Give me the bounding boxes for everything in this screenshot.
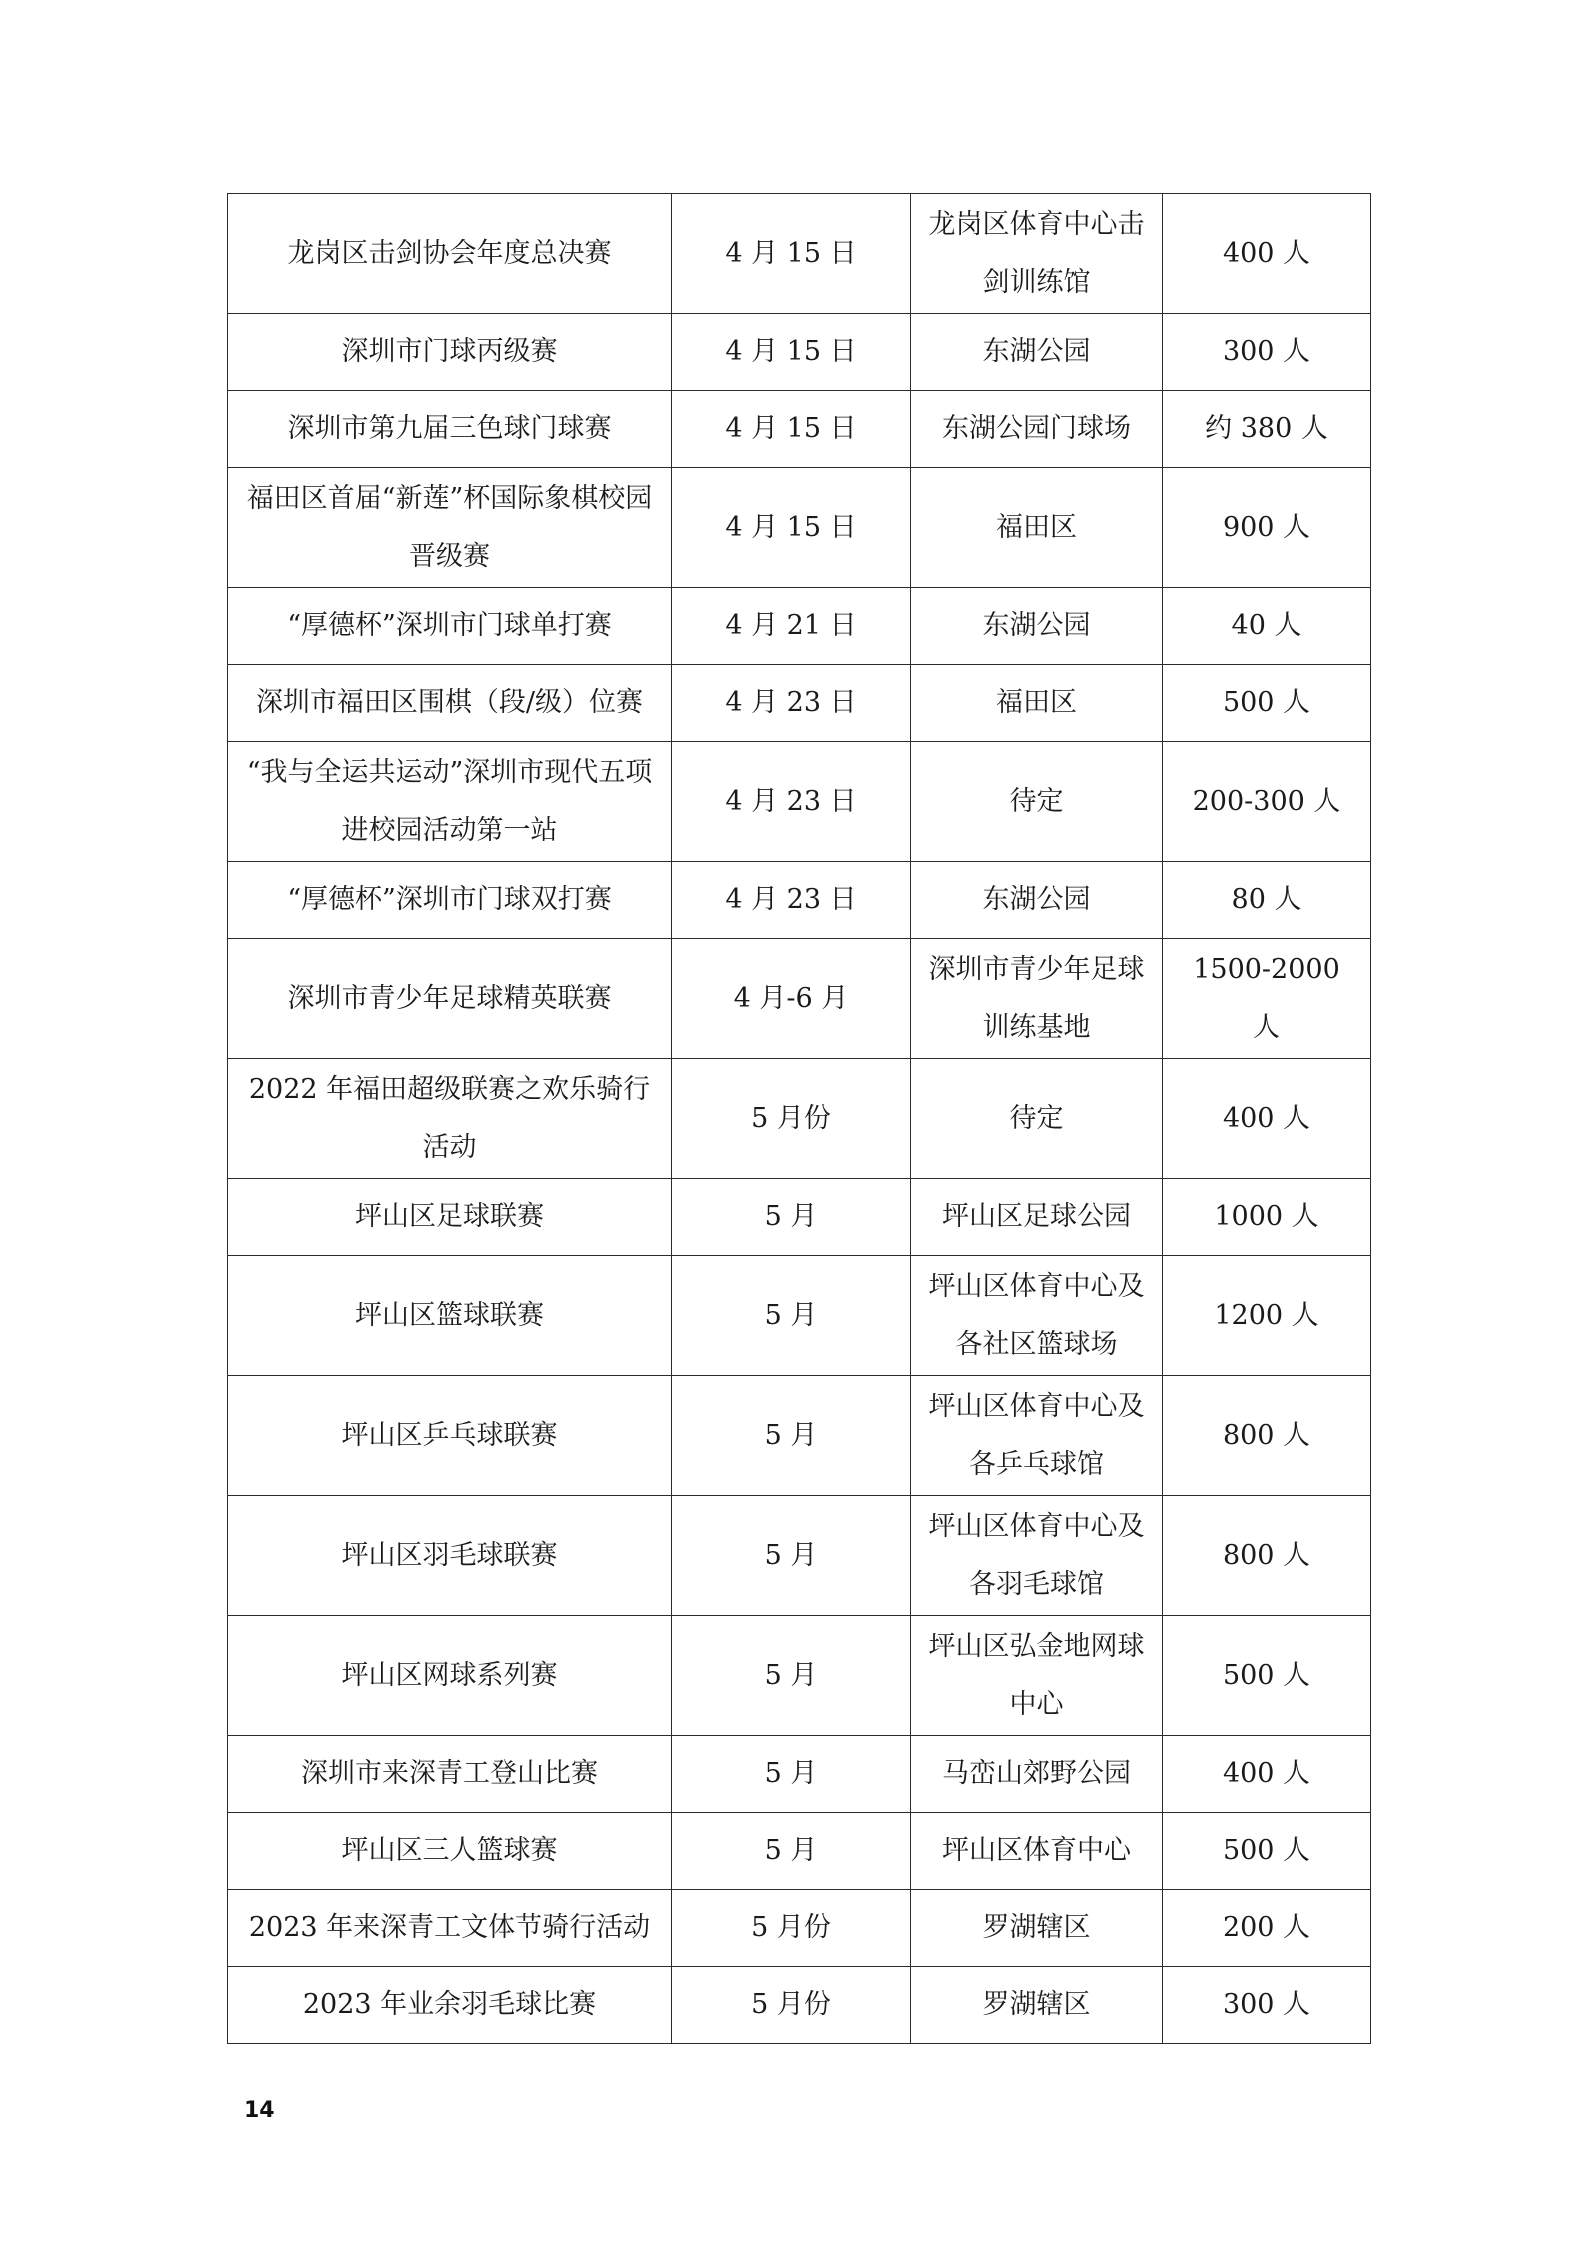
event-name-cell: 福田区首届“新莲”杯国际象棋校园晋级赛 [228, 468, 672, 588]
event-name-cell: 深圳市门球丙级赛 [228, 314, 672, 391]
event-name-cell: 深圳市来深青工登山比赛 [228, 1736, 672, 1813]
event-name-cell: 龙岗区击剑协会年度总决赛 [228, 194, 672, 314]
table-row [228, 1813, 1371, 1890]
event-date-cell: 4 月 23 日 [672, 665, 911, 742]
event-date-cell: 4 月 21 日 [672, 588, 911, 665]
event-name-cell: 2022 年福田超级联赛之欢乐骑行活动 [228, 1059, 672, 1179]
event-date-cell: 4 月 15 日 [672, 314, 911, 391]
table-row [228, 939, 1371, 1059]
table-row [228, 1496, 1371, 1616]
event-name-cell: “厚德杯”深圳市门球双打赛 [228, 862, 672, 939]
event-attendance-cell: 40 人 [1163, 588, 1371, 665]
event-attendance-cell: 1500-2000 人 [1163, 939, 1371, 1059]
event-attendance-cell: 200 人 [1163, 1890, 1371, 1967]
event-attendance-cell: 500 人 [1163, 1616, 1371, 1736]
event-attendance-cell: 300 人 [1163, 1967, 1371, 2044]
event-attendance-cell: 400 人 [1163, 1736, 1371, 1813]
event-date-cell: 4 月 15 日 [672, 391, 911, 468]
event-name-cell: 坪山区网球系列赛 [228, 1616, 672, 1736]
event-venue-cell: 东湖公园 [911, 862, 1163, 939]
table-row [228, 1890, 1371, 1967]
event-name-cell: 坪山区乒乓球联赛 [228, 1376, 672, 1496]
event-attendance-cell: 200-300 人 [1163, 742, 1371, 862]
event-name-cell: “我与全运共运动”深圳市现代五项进校园活动第一站 [228, 742, 672, 862]
event-venue-cell: 坪山区体育中心及各羽毛球馆 [911, 1496, 1163, 1616]
event-venue-cell: 龙岗区体育中心击剑训练馆 [911, 194, 1163, 314]
event-name-cell: 坪山区足球联赛 [228, 1179, 672, 1256]
table-row [228, 742, 1371, 862]
events-table-body [228, 194, 1371, 2044]
table-row [228, 1256, 1371, 1376]
table-row [228, 314, 1371, 391]
event-name-cell: “厚德杯”深圳市门球单打赛 [228, 588, 672, 665]
table-row [228, 391, 1371, 468]
event-attendance-cell: 900 人 [1163, 468, 1371, 588]
table-row [228, 1059, 1371, 1179]
event-date-cell: 5 月 [672, 1736, 911, 1813]
event-venue-cell: 罗湖辖区 [911, 1890, 1163, 1967]
event-venue-cell: 坪山区体育中心及各乒乓球馆 [911, 1376, 1163, 1496]
event-date-cell: 5 月 [672, 1813, 911, 1890]
event-date-cell: 5 月 [672, 1256, 911, 1376]
event-venue-cell: 坪山区弘金地网球中心 [911, 1616, 1163, 1736]
event-venue-cell: 深圳市青少年足球训练基地 [911, 939, 1163, 1059]
event-venue-cell: 待定 [911, 742, 1163, 862]
event-attendance-cell: 1000 人 [1163, 1179, 1371, 1256]
event-attendance-cell: 400 人 [1163, 194, 1371, 314]
event-date-cell: 5 月 [672, 1496, 911, 1616]
event-date-cell: 4 月-6 月 [672, 939, 911, 1059]
event-attendance-cell: 400 人 [1163, 1059, 1371, 1179]
event-name-cell: 深圳市福田区围棋（段/级）位赛 [228, 665, 672, 742]
table-row [228, 862, 1371, 939]
event-name-cell: 深圳市青少年足球精英联赛 [228, 939, 672, 1059]
event-date-cell: 5 月 [672, 1376, 911, 1496]
event-date-cell: 5 月 [672, 1179, 911, 1256]
table-row [228, 1376, 1371, 1496]
event-date-cell: 5 月份 [672, 1059, 911, 1179]
event-venue-cell: 东湖公园门球场 [911, 391, 1163, 468]
table-row [228, 468, 1371, 588]
event-attendance-cell: 300 人 [1163, 314, 1371, 391]
event-name-cell: 坪山区羽毛球联赛 [228, 1496, 672, 1616]
event-date-cell: 4 月 15 日 [672, 194, 911, 314]
event-name-cell: 2023 年业余羽毛球比赛 [228, 1967, 672, 2044]
event-date-cell: 4 月 15 日 [672, 468, 911, 588]
table-row [228, 1179, 1371, 1256]
event-date-cell: 4 月 23 日 [672, 862, 911, 939]
table-row [228, 588, 1371, 665]
event-venue-cell: 东湖公园 [911, 314, 1163, 391]
event-date-cell: 5 月 [672, 1616, 911, 1736]
event-attendance-cell: 500 人 [1163, 1813, 1371, 1890]
table-row [228, 1967, 1371, 2044]
event-name-cell: 坪山区篮球联赛 [228, 1256, 672, 1376]
event-attendance-cell: 80 人 [1163, 862, 1371, 939]
table-row [228, 194, 1371, 314]
event-venue-cell: 福田区 [911, 468, 1163, 588]
event-venue-cell: 坪山区体育中心及各社区篮球场 [911, 1256, 1163, 1376]
event-attendance-cell: 1200 人 [1163, 1256, 1371, 1376]
event-date-cell: 4 月 23 日 [672, 742, 911, 862]
event-venue-cell: 待定 [911, 1059, 1163, 1179]
event-venue-cell: 东湖公园 [911, 588, 1163, 665]
event-venue-cell: 坪山区体育中心 [911, 1813, 1163, 1890]
event-attendance-cell: 800 人 [1163, 1376, 1371, 1496]
table-row [228, 1736, 1371, 1813]
event-attendance-cell: 约 380 人 [1163, 391, 1371, 468]
event-name-cell: 深圳市第九届三色球门球赛 [228, 391, 672, 468]
event-name-cell: 坪山区三人篮球赛 [228, 1813, 672, 1890]
event-date-cell: 5 月份 [672, 1890, 911, 1967]
table-row [228, 1616, 1371, 1736]
event-venue-cell: 坪山区足球公园 [911, 1179, 1163, 1256]
page-number: 14 [244, 2098, 275, 2123]
event-venue-cell: 福田区 [911, 665, 1163, 742]
event-attendance-cell: 500 人 [1163, 665, 1371, 742]
table-row [228, 665, 1371, 742]
events-table [227, 193, 1371, 2044]
event-venue-cell: 罗湖辖区 [911, 1967, 1163, 2044]
event-attendance-cell: 800 人 [1163, 1496, 1371, 1616]
event-venue-cell: 马峦山郊野公园 [911, 1736, 1163, 1813]
event-name-cell: 2023 年来深青工文体节骑行活动 [228, 1890, 672, 1967]
event-date-cell: 5 月份 [672, 1967, 911, 2044]
